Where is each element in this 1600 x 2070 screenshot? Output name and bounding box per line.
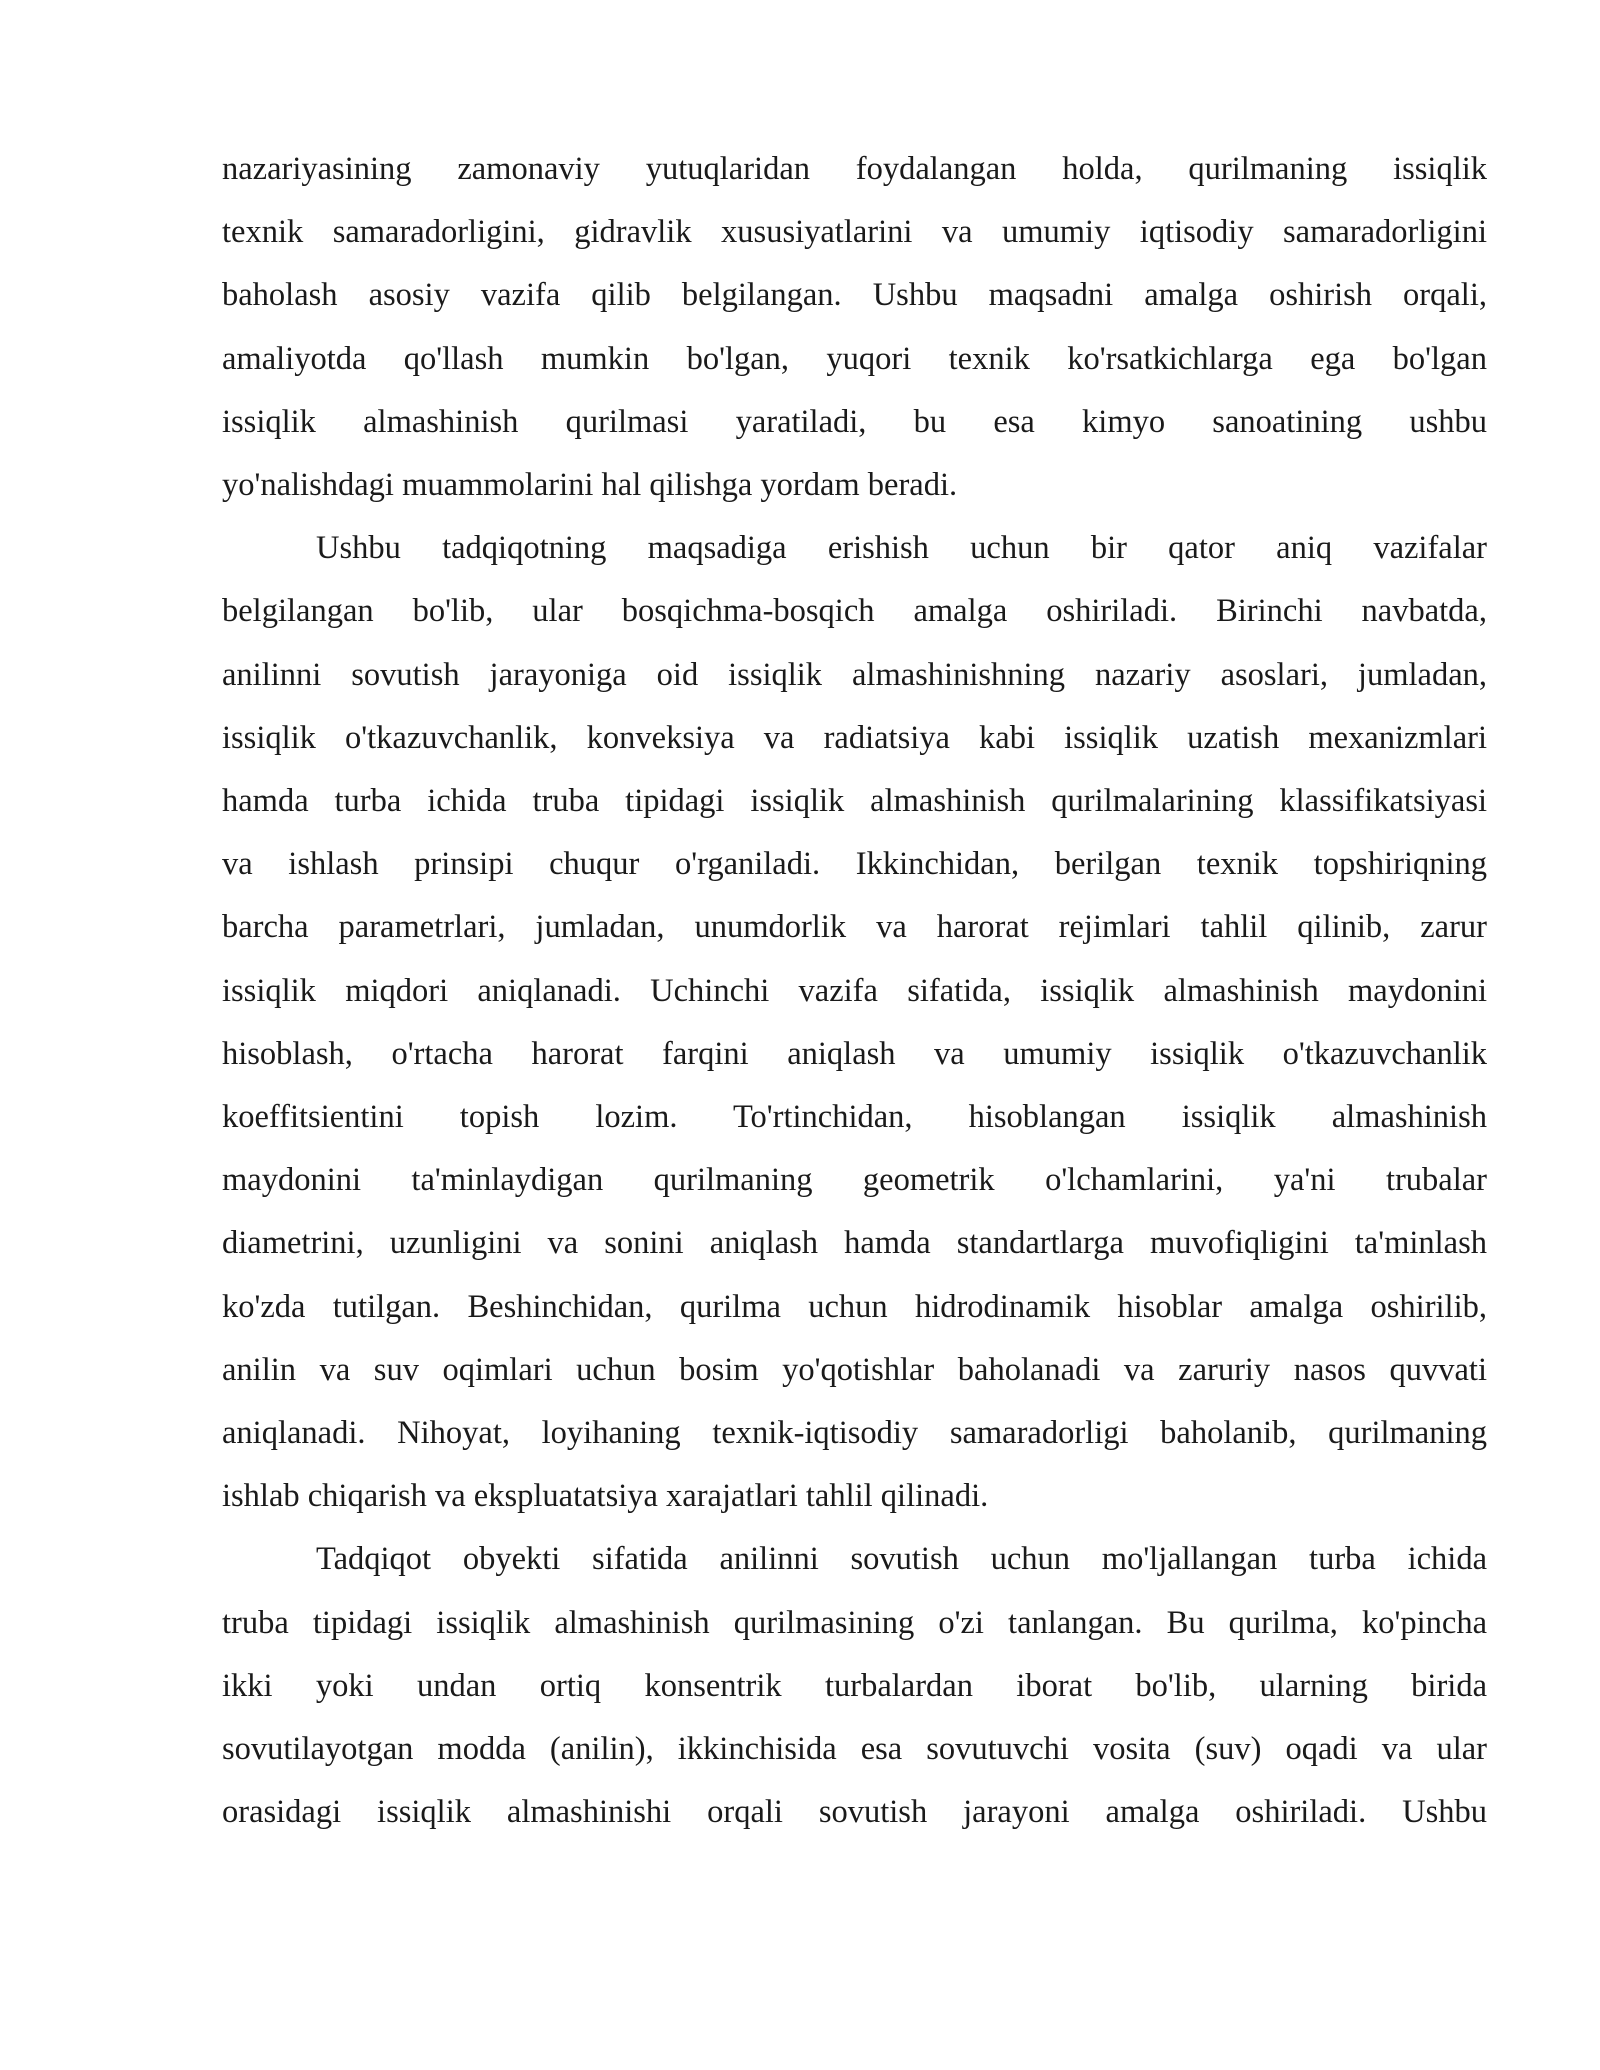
text-line: hamda turba ichida truba tipidagi issiqlik almashinish qurilmalarining klassifikatsiyasi (222, 783, 1487, 820)
text-line: va ishlash prinsipi chuqur o'rganiladi. Ikkinchidan, berilgan texnik topshiriqning (222, 846, 1487, 883)
text-line: issiqlik o'tkazuvchanlik, konveksiya va radiatsiya kabi issiqlik uzatish mexanizmlari (222, 719, 1487, 756)
text-line: orasidagi issiqlik almashinishi orqali sovutish jarayoni amalga oshiriladi. Ushbu (222, 1794, 1487, 1831)
text-line: truba tipidagi issiqlik almashinish qurilmasining o'zi tanlangan. Bu qurilma, ko'pincha (222, 1604, 1487, 1641)
text-line: ikki yoki undan ortiq konsentrik turbalardan iborat bo'lib, ularning birida (222, 1667, 1487, 1704)
text-line: baholash asosiy vazifa qilib belgilangan. Ushbu maqsadni amalga oshirish orqali, (222, 277, 1487, 314)
text-line: ishlab chiqarish va ekspluatatsiya xarajatlari tahlil qilinadi. (222, 1478, 989, 1515)
text-line: barcha parametrlari, jumladan, unumdorlik va harorat rejimlari tahlil qilinib, zarur (222, 909, 1487, 946)
text-line: anilinni sovutish jarayoniga oid issiqlik almashinishning nazariy asoslari, jumladan, (222, 656, 1487, 693)
text-line: koeffitsientini topish lozim. To'rtinchidan, hisoblangan issiqlik almashinish (222, 1099, 1487, 1136)
text-line: aniqlanadi. Nihoyat, loyihaning texnik-iqtisodiy samaradorligi baholanib, qurilmaning (222, 1415, 1487, 1452)
text-line: Ushbu tadqiqotning maqsadiga erishish uchun bir qator aniq vazifalar (316, 530, 1487, 567)
text-line: hisoblash, o'rtacha harorat farqini aniqlash va umumiy issiqlik o'tkazuvchanlik (222, 1035, 1487, 1072)
document-body (222, 138, 1487, 1844)
text-line: diametrini, uzunligini va sonini aniqlash hamda standartlarga muvofiqligini ta'minlash (222, 1225, 1487, 1262)
text-line: maydonini ta'minlaydigan qurilmaning geometrik o'lchamlarini, ya'ni trubalar (222, 1162, 1487, 1199)
paragraph-1 (222, 138, 1487, 517)
text-line: anilin va suv oqimlari uchun bosim yo'qotishlar baholanadi va zaruriy nasos quvvati (222, 1351, 1487, 1388)
text-line: ko'zda tutilgan. Beshinchidan, qurilma uchun hidrodinamik hisoblar amalga oshirilib, (222, 1288, 1487, 1325)
text-line: amaliyotda qo'llash mumkin bo'lgan, yuqori texnik ko'rsatkichlarga ega bo'lgan (222, 340, 1487, 377)
text-line: nazariyasining zamonaviy yutuqlaridan foydalangan holda, qurilmaning issiqlik (222, 151, 1487, 187)
text-line: Tadqiqot obyekti sifatida anilinni sovutish uchun mo'ljallangan turba ichida (316, 1541, 1487, 1578)
text-line: issiqlik almashinish qurilmasi yaratiladi, bu esa kimyo sanoatining ushbu (222, 403, 1487, 440)
paragraph-2 (222, 517, 1487, 1528)
text-line: belgilangan bo'lib, ular bosqichma-bosqich amalga oshiriladi. Birinchi navbatda, (222, 593, 1487, 630)
text-line: sovutilayotgan modda (anilin), ikkinchisida esa sovutuvchi vosita (suv) oqadi va ular (222, 1731, 1487, 1768)
text-line: yo'nalishdagi muammolarini hal qilishga yordam beradi. (222, 467, 958, 504)
text-line: issiqlik miqdori aniqlanadi. Uchinchi vazifa sifatida, issiqlik almashinish maydonini (222, 972, 1487, 1009)
text-line: texnik samaradorligini, gidravlik xususiyatlarini va umumiy iqtisodiy samaradorligini (222, 214, 1487, 251)
paragraph-3 (222, 1528, 1487, 1844)
